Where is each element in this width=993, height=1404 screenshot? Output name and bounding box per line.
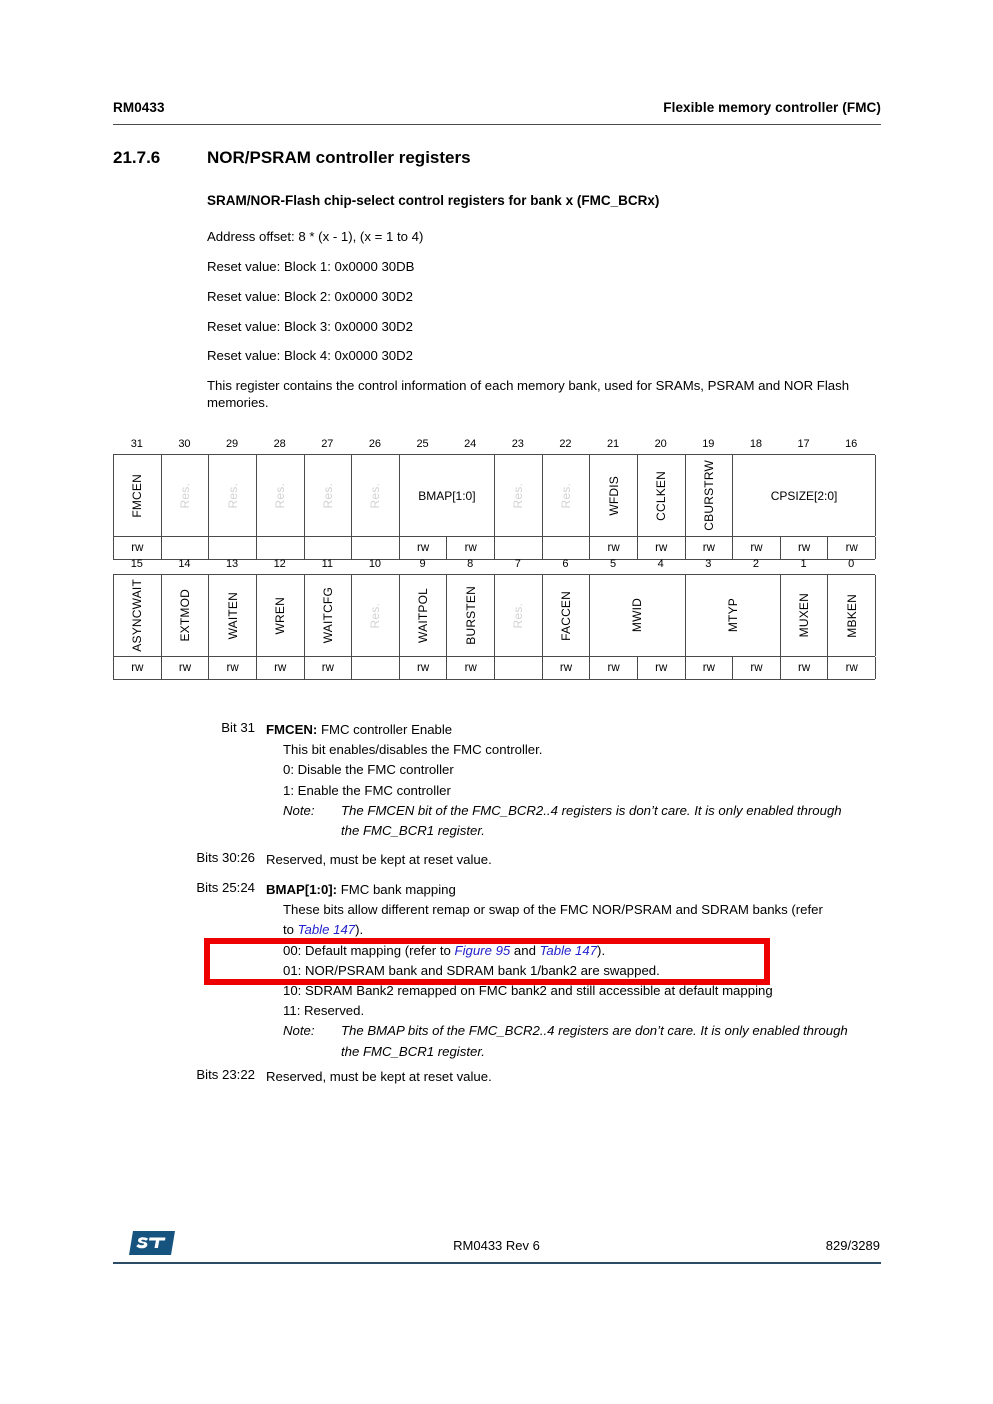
bit-field-mtyp [686, 575, 781, 656]
bit-access-10 [352, 657, 400, 679]
bit-entry-reserved-30-26-body: Reserved, must be kept at reset value. [266, 852, 492, 867]
bit-field-label: MTYP [725, 598, 740, 633]
page-title: NOR/PSRAM controller registers [207, 148, 471, 167]
access-label: rw [845, 542, 858, 554]
access-label: rw [559, 662, 572, 674]
bit-number-row-low [113, 557, 875, 574]
opt00-post: ). [597, 942, 606, 958]
bit-entry-bmap-title: FMC bank mapping [337, 882, 456, 897]
bit-access-29 [209, 537, 257, 559]
bit-field-label: Res. [511, 482, 526, 509]
opt00-mid: and [510, 942, 540, 958]
bit-field-cpsize-2-0 [733, 455, 876, 536]
bit-field-waiten [209, 575, 257, 656]
bit-field-label: CBURSTRW [701, 460, 716, 531]
opt00-pre: 00: Default mapping (refer to [283, 942, 455, 958]
bit-number-6: 6 [562, 558, 569, 570]
access-label: rw [131, 542, 144, 554]
bit-field-label: WAITPOL [416, 588, 431, 643]
header-chapter-title: Flexible memory controller (FMC) [663, 100, 881, 115]
bit-field-waitcfg [305, 575, 353, 656]
section-subtitle: SRAM/NOR-Flash chip-select control registers for bank x (FMC_BCRx) [207, 193, 660, 208]
bit-access-2 [733, 657, 781, 679]
bit-number-26: 26 [368, 438, 382, 450]
bit-number-13: 13 [225, 558, 239, 570]
bit-field-mbken [828, 575, 876, 656]
bit-number-4: 4 [657, 558, 664, 570]
bit-access-13 [209, 657, 257, 679]
bit-entry-fmcen-name: FMCEN: [266, 722, 318, 737]
note-keyword-bmap: Note: [283, 1023, 315, 1039]
access-label: rw [464, 542, 477, 554]
xref-table-147[interactable]: Table 147 [297, 922, 356, 938]
bit-field-bursten [447, 575, 495, 656]
access-label: rw [655, 542, 668, 554]
bit-number-17: 17 [797, 438, 810, 450]
bit-access-14 [162, 657, 210, 679]
bit-field-label: WAITCFG [320, 587, 335, 644]
access-label: rw [607, 542, 620, 554]
bit-number-30: 30 [178, 438, 191, 450]
bit-field-label: BMAP[1:0] [418, 488, 476, 503]
bit-access-20 [638, 537, 686, 559]
note-text-2: the FMC_BCR1 register. [341, 823, 485, 839]
bit-entry-bmap-note-2 [283, 1042, 888, 1062]
bit-number-0: 0 [848, 558, 855, 570]
bit-number-2: 2 [752, 558, 759, 570]
bit-access-22 [543, 537, 591, 559]
bit-field-res [257, 455, 305, 536]
bit-field-cburstrw [686, 455, 734, 536]
bit-field-res [305, 455, 353, 536]
access-label: rw [797, 662, 811, 674]
note-text-bmap-1: The BMAP bits of the FMC_BCR2..4 registers are don’t care. It is only enabled through [341, 1023, 848, 1039]
bit-access-31 [114, 537, 162, 559]
bit-access-1 [781, 657, 829, 679]
bit-field-label: Res. [320, 482, 335, 509]
bit-access-0 [828, 657, 876, 679]
bit-entry-fmcen-body [266, 720, 888, 841]
bit-field-res [209, 455, 257, 536]
section-number: 21.7.6 [113, 148, 161, 167]
bit-number-27: 27 [321, 438, 334, 450]
bit-field-bmap-1-0 [400, 455, 495, 536]
bit-field-res [162, 455, 210, 536]
bit-field-extmod [162, 575, 210, 656]
bit-number-row-high [113, 437, 875, 454]
bit-number-28: 28 [273, 438, 286, 450]
bit-field-label: Res. [558, 482, 573, 509]
bit-field-wfdis [590, 455, 638, 536]
reset-value-block3: Reset value: Block 3: 0x0000 30D2 [207, 319, 413, 334]
register-description: This register contains the control information of each memory bank, used for SRAMs, PSRAM and NOR Flash memories. [207, 378, 850, 410]
bit-field-faccen [543, 575, 591, 656]
access-label: rw [750, 542, 763, 554]
note-text-bmap-2: the FMC_BCR1 register. [341, 1043, 485, 1059]
register-bitmap-table-low [113, 557, 875, 680]
bit-number-29: 29 [225, 438, 239, 450]
bit-access-4 [638, 657, 686, 679]
bit-access-15 [114, 657, 162, 679]
bit-access-25 [400, 537, 448, 559]
bit-field-label: MBKEN [844, 593, 859, 638]
bit-number-23: 23 [511, 438, 524, 450]
bit-field-label: Res. [273, 482, 288, 509]
bit-field-label: CCLKEN [654, 470, 669, 521]
access-label: rw [178, 662, 191, 674]
bit-field-label: WREN [273, 596, 288, 635]
bit-access-21 [590, 537, 638, 559]
bit-field-cclken [638, 455, 686, 536]
access-label: rw [416, 662, 430, 674]
bit-access-26 [352, 537, 400, 559]
bit-field-waitpol [400, 575, 448, 656]
access-label: rw [797, 542, 811, 554]
access-label: rw [655, 662, 668, 674]
bit-entry-fmcen-label: Bit 31 [221, 720, 255, 735]
access-label: rw [750, 662, 763, 674]
bit-field-label: MUXEN [797, 593, 812, 638]
line1b-pre: to [283, 922, 298, 938]
bit-access-7 [495, 657, 543, 679]
bit-number-3: 3 [705, 558, 712, 570]
bit-access-16 [828, 537, 876, 559]
access-label: rw [845, 662, 858, 674]
bit-access-30 [162, 537, 210, 559]
bit-field-fmcen [114, 455, 162, 536]
bit-number-1: 1 [800, 558, 807, 570]
bit-number-16: 16 [845, 438, 858, 450]
bit-number-7: 7 [514, 558, 521, 570]
bit-number-5: 5 [610, 558, 617, 570]
bit-field-label: CPSIZE[2:0] [770, 488, 838, 503]
bit-number-20: 20 [654, 438, 667, 450]
bit-field-label: BURSTEN [463, 586, 478, 645]
bit-number-11: 11 [321, 558, 334, 570]
line1b-post: ). [355, 922, 364, 938]
bit-entry-fmcen-line1: This bit enables/disables the FMC controller. [283, 742, 543, 758]
bit-field-label: WAITEN [225, 591, 240, 640]
bit-number-21: 21 [606, 438, 620, 450]
bit-field-mwid [590, 575, 685, 656]
reset-value-block1: Reset value: Block 1: 0x0000 30DB [207, 259, 415, 274]
bit-field-res [495, 455, 543, 536]
access-label: rw [607, 662, 620, 674]
bit-entry-bmap-line1a: These bits allow different remap or swap of the FMC NOR/PSRAM and SDRAM banks (refer [283, 902, 823, 918]
bit-access-27 [305, 537, 353, 559]
address-offset-line: Address offset: 8 * (x - 1), (x = 1 to 4) [207, 229, 424, 244]
bit-entry-fmcen-line3: 1: Enable the FMC controller [283, 782, 451, 798]
bit-access-9 [400, 657, 448, 679]
bit-access-6 [543, 657, 591, 679]
bit-field-label: EXTMOD [177, 589, 192, 642]
bit-entry-reserved-30-26-label: Bits 30:26 [196, 850, 255, 865]
bit-number-19: 19 [702, 438, 715, 450]
red-highlight-rectangle [204, 938, 770, 985]
footer-divider [113, 1262, 881, 1264]
bit-field-row-high [113, 454, 875, 536]
bit-field-res [495, 575, 543, 656]
access-label: rw [226, 662, 239, 674]
bit-entry-fmcen-line2: 0: Disable the FMC controller [283, 762, 454, 778]
header-document-id: RM0433 [113, 100, 165, 115]
access-label: rw [321, 662, 334, 674]
access-label: rw [702, 662, 715, 674]
bit-entry-bmap-note-1 [283, 1021, 888, 1041]
bit-access-19 [686, 537, 734, 559]
bit-field-asyncwait [114, 575, 162, 656]
header-divider [113, 124, 881, 125]
bit-field-label: WFDIS [606, 475, 621, 516]
xref-figure-95[interactable]: Figure 95 [454, 942, 511, 958]
bit-field-muxen [781, 575, 829, 656]
footer-page-number: 829/3289 [825, 1238, 880, 1253]
bit-entry-reserved-23-22-label: Bits 23:22 [196, 1067, 255, 1082]
bit-entry-reserved-23-22-body: Reserved, must be kept at reset value. [266, 1069, 492, 1084]
register-bitmap-table-high [113, 437, 875, 560]
bit-field-label: Res. [368, 602, 383, 629]
bit-access-18 [733, 537, 781, 559]
bit-access-8 [447, 657, 495, 679]
bit-number-24: 24 [464, 438, 477, 450]
bit-access-row-low [113, 656, 875, 680]
bit-number-9: 9 [419, 558, 426, 570]
bit-access-3 [686, 657, 734, 679]
bit-number-25: 25 [416, 438, 429, 450]
bit-access-17 [781, 537, 829, 559]
bit-access-28 [257, 537, 305, 559]
bit-number-15: 15 [130, 558, 143, 570]
bit-access-24 [447, 537, 495, 559]
access-label: rw [131, 662, 144, 674]
bit-field-res [352, 455, 400, 536]
bit-field-label: MWID [630, 598, 645, 633]
bit-entry-bmap-option-01: 01: NOR/PSRAM bank and SDRAM bank 1/bank2 are swapped. [283, 962, 660, 978]
access-label: rw [702, 542, 715, 554]
bit-field-res [543, 455, 591, 536]
xref-table-147-b[interactable]: Table 147 [539, 942, 598, 958]
bit-entry-bmap-label: Bits 25:24 [196, 880, 255, 895]
access-label: rw [274, 662, 287, 674]
bit-access-11 [305, 657, 353, 679]
bit-entry-fmcen-title: FMC controller Enable [317, 722, 453, 737]
bit-number-10: 10 [368, 558, 382, 570]
bit-field-label: FMCEN [130, 473, 145, 518]
bit-number-8: 8 [467, 558, 474, 570]
bit-field-label: Res. [511, 602, 526, 629]
bit-access-23 [495, 537, 543, 559]
bit-entry-bmap-option-10: 10: SDRAM Bank2 remapped on FMC bank2 and still accessible at default mapping [283, 983, 773, 999]
access-label: rw [464, 662, 477, 674]
bit-field-label: ASYNCWAIT [130, 579, 145, 652]
access-label: rw [416, 542, 430, 554]
footer-document-revision: RM0433 Rev 6 [453, 1238, 540, 1253]
reset-value-block4: Reset value: Block 4: 0x0000 30D2 [207, 348, 413, 363]
bit-field-label: Res. [225, 482, 240, 509]
bit-number-22: 22 [559, 438, 572, 450]
bit-number-18: 18 [749, 438, 763, 450]
bit-field-res [352, 575, 400, 656]
running-header [113, 100, 881, 124]
bit-number-14: 14 [178, 558, 191, 570]
note-text-1: The FMCEN bit of the FMC_BCR2..4 registers is don’t care. It is only enabled through [341, 802, 842, 818]
bit-field-label: FACCEN [558, 590, 573, 641]
bit-access-5 [590, 657, 638, 679]
bit-entry-bmap-option-11: 11: Reserved. [283, 1003, 365, 1019]
bit-entry-fmcen-note-2 [283, 821, 888, 841]
bit-number-31: 31 [130, 438, 143, 450]
bit-access-12 [257, 657, 305, 679]
bit-field-label: Res. [177, 482, 192, 509]
bit-field-wren [257, 575, 305, 656]
bit-entry-fmcen-note-1 [283, 801, 888, 821]
reset-value-block2: Reset value: Block 2: 0x0000 30D2 [207, 289, 413, 304]
bit-number-12: 12 [273, 558, 286, 570]
bit-field-row-low [113, 574, 875, 656]
bit-field-label: Res. [368, 482, 383, 509]
note-keyword: Note: [283, 802, 315, 818]
bit-entry-bmap-name: BMAP[1:0]: [266, 882, 338, 897]
